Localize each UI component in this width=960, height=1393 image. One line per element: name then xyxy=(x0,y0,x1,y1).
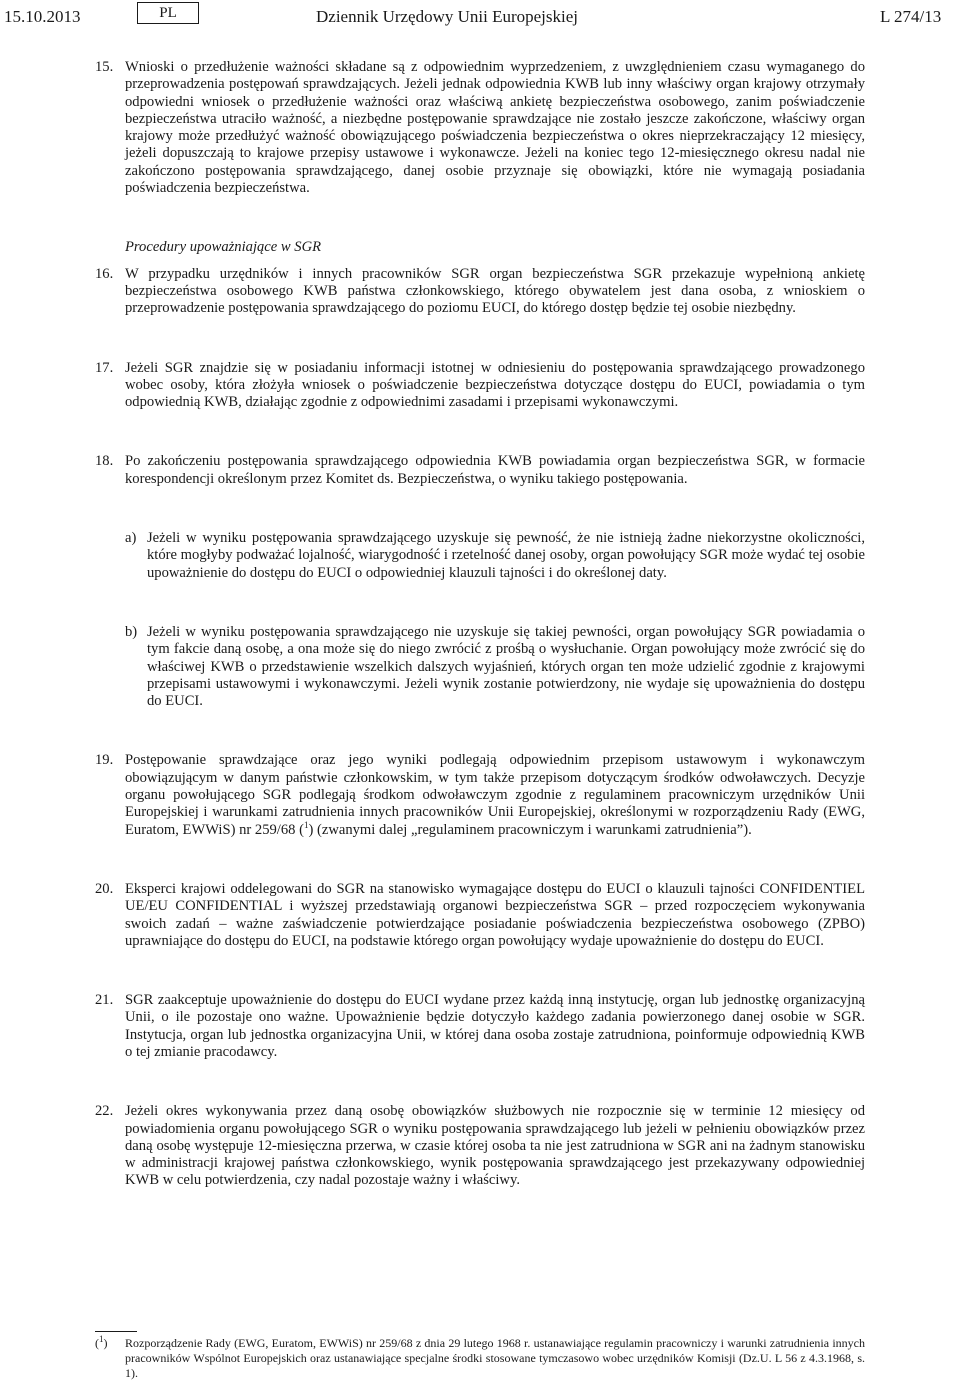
paragraph-text: SGR zaakceptuje upoważnienie do dostępu do EUCI wydane przez każdą inną instytucję, organ lub jednostkę organizacyjną Unii, o ile pozostaje ono ważne. Upoważnienie będzie dotyczyło każdego zadania powierzonego danej osobie w SGR. Instytucja, organ lub jednostka organizacyjna Unii, w której dana osoba zostaje zatrudniona, poinformuje odpowiednią KWB o tej zmianie pracodawcy. xyxy=(125,992,865,1060)
footnote-text: Rozporządzenie Rady (EWG, Euratom, EWWiS) nr 259/68 z dnia 29 lutego 1968 r. ustanawiające regulamin pracowniczy i warunki zatrudnienia innych pracowników Wspólnot Europejskich oraz ustanawiające specjalne środki stosowane tymczasowo wobec urzędników Komisji (Dz.U. L 56 z 4.3.1968, s. 1). xyxy=(125,1336,865,1380)
paragraph-22 xyxy=(95,1103,865,1189)
paragraph-20 xyxy=(95,881,865,950)
paragraph-text: W przypadku urzędników i innych pracowników SGR organ bezpieczeństwa SGR przekazuje wypełnioną ankietę bezpieczeństwa osobowego KWB państwa członkowskiego, którego obywatelem jest dana osoba, z wnioskiem o przeprowadzenie postępowania sprawdzającego do poziomu EUCI, do którego dostęp będzie tej osobie niezbędny. xyxy=(125,265,865,317)
subitem-label: a) xyxy=(125,530,137,547)
subitem-text: Jeżeli w wyniku postępowania sprawdzającego nie uzyskuje się takiej pewności, organ powołujący SGR powiadamia o tym fakcie daną osobę, a ona może się do niego zwrócić z prośbą o wysłuchanie. Organ powołujący może zwrócić się do właściwej KWB o przedstawienie wszelkich dalszych wyjaśnień, których organ ten może udzielić zgodnie z krajowymi przepisami ustawowymi i wykonawczymi. Jeżeli wynik zostanie potwierdzony, nie wydaje się upoważnienia do dostępu do EUCI. xyxy=(147,623,865,710)
paragraph-number: 15. xyxy=(95,59,114,75)
document-body xyxy=(95,59,865,1190)
paragraph-text: Jeżeli SGR znajdzie się w posiadaniu informacji istotnej w odniesieniu do postępowania sprawdzającego prowadzonego wobec osoby, która złożyła wniosek o poświadczenie bezpieczeństwa dotyczące dostępu do EUCI, powiadamia o tym odpowiednią KWB, działając zgodnie z odpowiednimi zasadami i przepisami wykonawczymi. xyxy=(125,359,865,411)
paragraph-number: 16. xyxy=(95,265,114,282)
paragraph-15 xyxy=(95,59,865,197)
subitem-text: Jeżeli w wyniku postępowania sprawdzającego uzyskuje się pewność, że nie istnieją żadne niekorzystne okoliczności, które mogłyby podważać lojalność, wiarygodność i rzetelność danej osoby, organ powołujący SGR może wydać tej osobie upoważnienie do dostępu do EUCI o odpowiedniej klauzuli tajności i do określonej daty. xyxy=(147,530,865,581)
subitem-a xyxy=(125,530,865,582)
page-header xyxy=(0,2,960,28)
paragraph-18 xyxy=(95,453,865,488)
subitem-label: b) xyxy=(125,623,138,640)
footnote-marker: 1 xyxy=(99,1334,104,1344)
paragraph-text: Po zakończeniu postępowania sprawdzającego odpowiednia KWB powiadamia organ bezpieczeństwa SGR, w formacie korespondencji określonym przez Komitet ds. Bezpieczeństwa, o wyniku takiego postępowania. xyxy=(125,453,865,487)
paragraph-number: 22. xyxy=(95,1103,114,1120)
footnote-divider xyxy=(95,1331,137,1332)
footnote xyxy=(95,1336,865,1380)
paragraph-number: 21. xyxy=(95,992,114,1009)
paragraph-17 xyxy=(95,360,865,412)
paragraph-16 xyxy=(95,266,865,318)
footnote-ref[interactable]: 1 xyxy=(303,819,309,830)
language-badge: PL xyxy=(137,2,199,24)
page-reference: L 274/13 xyxy=(880,7,942,26)
paragraph-text: Jeżeli okres wykonywania przez daną osobę obowiązków służbowych nie rozpocznie się w terminie 12 miesięcy od powiadomienia organu powołującego SGR o wyniku postępowania sprawdzającego lub jeżeli w pełnieniu obowiązków przez daną osobę występuje 12-miesięczna przerwa, w czasie której osoba ta nie jest zatrudniona w SGR ani na żadnym stanowisku w administracji krajowej państwa członkowskiego, wynik postępowania sprawdzającego jest przekazywany odpowiedniej KWB w celu potwierdzenia, czy nadal pozostaje ważny i właściwy. xyxy=(125,1103,865,1189)
paragraph-21 xyxy=(95,992,865,1061)
paragraph-text xyxy=(125,752,865,838)
paragraph-text: Eksperci krajowi oddelegowani do SGR na stanowisko wymagające dostępu do EUCI o klauzuli tajności CONFIDENTIEL UE/EU CONFIDENTIAL i wyższej przedstawiają organowi bezpieczeństwa SGR – przed rozpoczęciem wykonywania swoich zadań – ważne zaświadczenie potwierdzające posiadanie poświadczenia bezpieczeństwa osobowego (ZPBO) uprawniające do dostępu do EUCI, na podstawie którego organ powołujący wydaje upoważnienie do dostępu do EUCI. xyxy=(125,880,865,949)
paragraph-text-part: ) (zwanymi dalej „regulaminem pracowniczym i warunkami zatrudnienia”). xyxy=(308,821,752,838)
paragraph-number: 18. xyxy=(95,453,114,470)
subitem-b xyxy=(125,624,865,710)
paragraph-number: 19. xyxy=(95,752,114,769)
paragraph-text: Wnioski o przedłużenie ważności składane są z odpowiednim wyprzedzeniem, z uwzględnieniem czasu wymaganego do przeprowadzenia postępowań sprawdzających. Jeżeli jednak odpowiednia KWB lub inny właściwy organ krajowy otrzymały odpowiedni wniosek o przedłużenie ważności oraz właściwą ankietę bezpieczeństwa osobowego, zanim poświadczenie bezpieczeństwa utraciło ważność, a niezbędne postępowanie sprawdzające nie zostało jeszcze zakończone, właściwy organ krajowy może przedłużyć ważność obowiązującego poświadczenia bezpieczeństwa o okres nieprzekraczający 12 miesięcy, jeżeli dopuszczają to krajowe przepisy ustawowe i wykonawcze. Jeżeli na koniec tego 12-miesięcznego okresu nadal nie zakończono postępowania sprawdzającego, danej osobie przyznaje się obowiązki, które nie wymagają posiadania poświadczenia bezpieczeństwa. xyxy=(125,59,865,197)
publication-date: 15.10.2013 xyxy=(4,7,81,26)
section-heading: Procedury upoważniające w SGR xyxy=(125,239,322,256)
paragraph-number: 20. xyxy=(95,880,114,897)
journal-title: Dziennik Urzędowy Unii Europejskiej xyxy=(316,7,579,26)
paragraph-19 xyxy=(95,752,865,838)
footnote-number: ($^1$) xyxy=(95,1334,108,1350)
paragraph-number: 17. xyxy=(95,359,114,376)
paragraph-text-part: Postępowanie sprawdzające oraz jego wyniki podlegają odpowiednim przepisom ustawowym i wykonawczym obowiązującym w danym państwie członkowskim, w tym także przepisom dotyczącym środków odwoławczych. Decyzje organu powołującego SGR podlegają środkom odwoławczym zgodnie z regulaminem pracowniczym urzędników Unii Europejskiej i warunkami zatrudnienia innych pracowników Unii Europejskiej, określonymi w rozporządzeniu Rady (EWG, Euratom, EWWiS) nr 259/68 ( xyxy=(125,752,865,838)
